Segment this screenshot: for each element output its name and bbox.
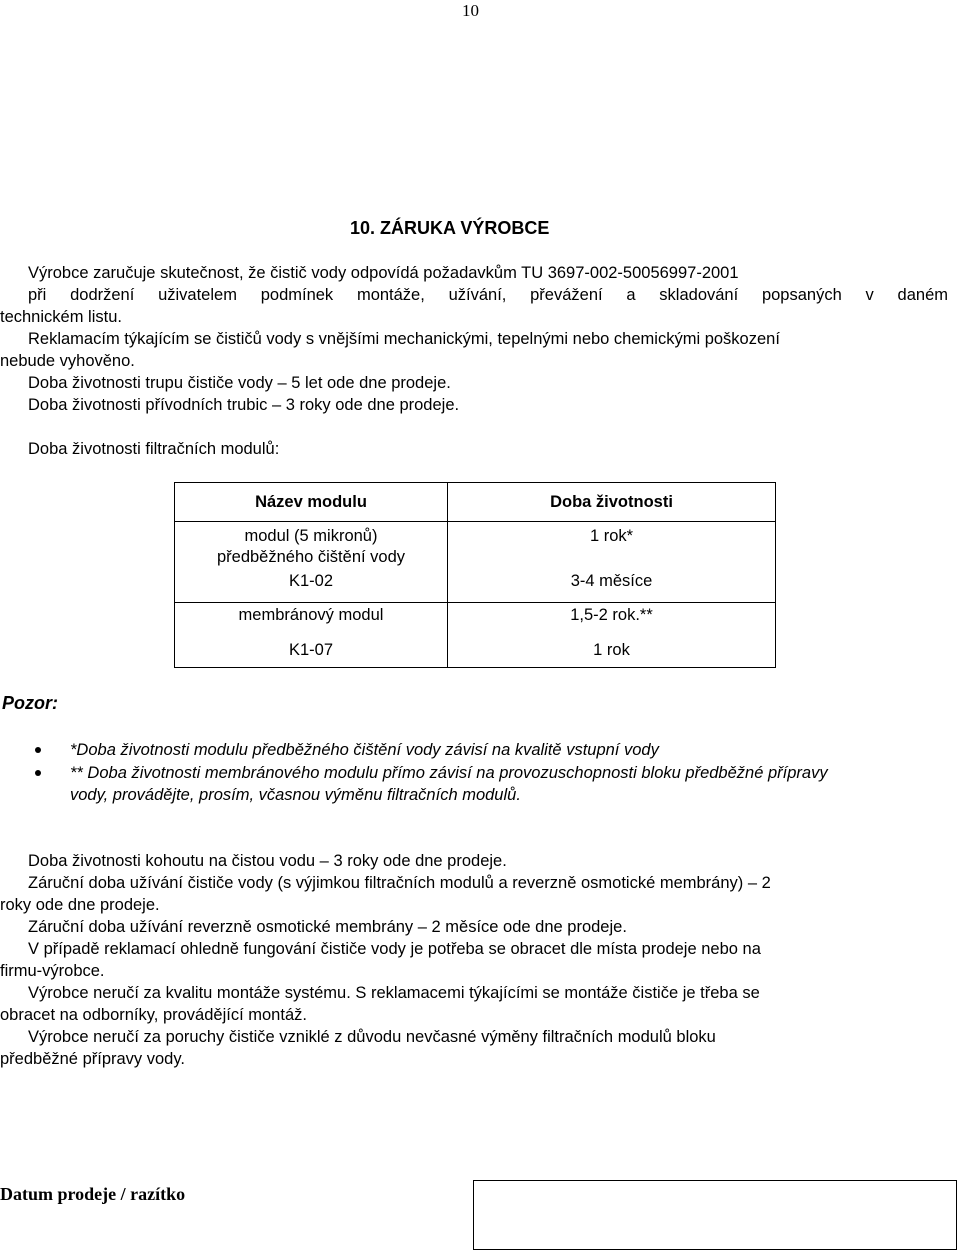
intro-line-6: Doba životnosti trupu čističe vody – 5 let ode dne prodeje. [28, 374, 451, 392]
table-row [175, 522, 776, 603]
cell-text: 1 rok* [589, 527, 634, 545]
cell-text: 1,5-2 rok.** [570, 606, 653, 624]
intro-line-3: technickém listu. [0, 308, 122, 326]
paragraph-1: Doba životnosti kohoutu na čistou vodu – 3 roky ode dne prodeje. [28, 852, 507, 870]
paragraph-6-line-1: Výrobce neručí za poruchy čističe vzniklé z důvodu nevčasné výměny filtračních modulů bloku [28, 1028, 716, 1046]
table-cell-lifetime [448, 522, 776, 603]
table-cell-lifetime [448, 603, 776, 668]
cell-text: 1 rok [593, 641, 630, 659]
stamp-box[interactable] [473, 1180, 957, 1250]
section-title: 10. ZÁRUKA VÝROBCE [350, 218, 550, 238]
paragraph-6-line-2: předběžné přípravy vody. [0, 1050, 185, 1068]
note-1: *Doba životnosti modulu předběžného čištění vody závisí na kvalitě vstupní vody [70, 741, 659, 759]
table-header-lifetime: Doba životnosti [448, 483, 776, 522]
intro-line-2: při dodržení uživatelem podmínek montáže, užívání, převážení a skladování popsaných v daném [28, 286, 948, 304]
filter-table [174, 482, 776, 668]
paragraph-4-line-2: firmu-výrobce. [0, 962, 105, 980]
paragraph-2-line-1: Záruční doba užívání čističe vody (s výjimkou filtračních modulů a reverzně osmotické membrány) – 2 [28, 874, 771, 892]
pozor-label: Pozor: [2, 693, 58, 713]
paragraph-5-line-1: Výrobce neručí za kvalitu montáže systému. S reklamacemi týkajícími se montáže čističe je třeba se [28, 984, 760, 1002]
paragraph-4-line-1: V případě reklamací ohledně fungování čističe vody je potřeba se obracet dle místa prodeje nebo na [28, 940, 761, 958]
note-2-line-2: vody, provádějte, prosím, včasnou výměnu filtračních modulů. [70, 786, 521, 804]
table-header-row [175, 483, 776, 522]
paragraph-5-line-2: obracet na odborníky, provádějící montáž. [0, 1006, 307, 1024]
table-cell-module [175, 603, 448, 668]
intro-line-1: Výrobce zaručuje skutečnost, že čistič vody odpovídá požadavkům TU 3697-002-50056997-2001 [28, 264, 739, 282]
cell-text: K1-07 [288, 641, 334, 659]
intro-line-4: Reklamacím týkajícím se čističů vody s vnějšími mechanickými, tepelnými nebo chemickými poškození [28, 330, 780, 348]
paragraph-2-line-2: roky ode dne prodeje. [0, 896, 160, 914]
intro-line-7: Doba životnosti přívodních trubic – 3 roky ode dne prodeje. [28, 396, 460, 414]
bullet-icon [35, 770, 41, 776]
cell-text: předběžného čištění vody [216, 548, 406, 566]
cell-text: K1-02 [288, 572, 334, 590]
intro-line-5: nebude vyhověno. [0, 352, 135, 370]
page-number: 10 [462, 1, 479, 20]
filter-heading: Doba životnosti filtračních modulů: [28, 440, 280, 458]
bullet-icon [35, 747, 41, 753]
paragraph-3: Záruční doba užívání reverzně osmotické membrány – 2 měsíce ode dne prodeje. [28, 918, 627, 936]
note-2-line-1: ** Doba životnosti membránového modulu přímo závisí na provozuschopnosti bloku předběžné přípravy [70, 764, 828, 782]
cell-text: membránový modul [238, 606, 384, 624]
cell-text: modul (5 mikronů) [244, 527, 378, 545]
stamp-label: Datum prodeje / razítko [0, 1184, 186, 1204]
table-header-module: Název modulu [175, 483, 448, 522]
table-cell-module [175, 522, 448, 603]
table-row [175, 603, 776, 668]
cell-text: 3-4 měsíce [570, 572, 653, 590]
